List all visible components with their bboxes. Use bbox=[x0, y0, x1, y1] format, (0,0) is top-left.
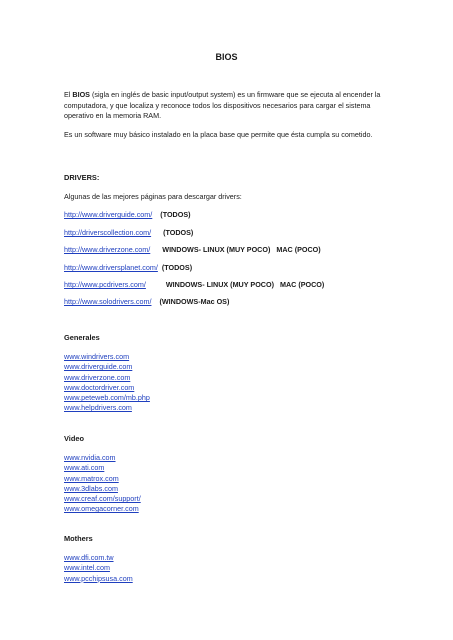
driver-link-row bbox=[64, 245, 321, 254]
driver-link[interactable]: http://www.driversplanet.com/ bbox=[64, 263, 158, 272]
generales-link[interactable]: www.peteweb.com/mb.php bbox=[64, 393, 150, 403]
document-title: BIOS bbox=[215, 52, 238, 62]
intro-paragraph bbox=[64, 90, 384, 122]
generales-link-list bbox=[64, 352, 150, 414]
mothers-link-list bbox=[64, 553, 133, 584]
driver-link[interactable]: http://www.solodrivers.com/ bbox=[64, 297, 152, 306]
driver-link-note: (TODOS) bbox=[160, 210, 191, 219]
driver-link-note: (TODOS) bbox=[163, 228, 194, 237]
generales-link[interactable]: www.driverzone.com bbox=[64, 372, 131, 382]
mothers-link[interactable]: www.pcchipsusa.com bbox=[64, 573, 133, 583]
driver-link-note: (TODOS) bbox=[161, 263, 193, 272]
mothers-link[interactable]: www.dfi.com.tw bbox=[64, 553, 114, 562]
video-link[interactable]: www.nvidia.com bbox=[64, 453, 116, 462]
driver-link-row bbox=[64, 263, 192, 272]
generales-link[interactable]: www.driverguide.com bbox=[64, 362, 133, 372]
generales-link[interactable]: www.helpdrivers.com bbox=[64, 403, 132, 413]
driver-link-note: WINDOWS- LINUX (MUY POCO) MAC (POCO) bbox=[162, 245, 321, 254]
video-link[interactable]: www.3dlabs.com bbox=[64, 483, 118, 493]
intro-prefix: El bbox=[64, 90, 73, 99]
driver-link[interactable]: http://www.driverzone.com/ bbox=[64, 245, 151, 254]
intro-bold-term: BIOS bbox=[72, 90, 90, 99]
mothers-heading: Mothers bbox=[64, 534, 93, 543]
video-link[interactable]: www.ati.com bbox=[64, 463, 105, 473]
drivers-heading: DRIVERS: bbox=[64, 173, 100, 182]
video-link[interactable]: www.matrox.com bbox=[64, 473, 119, 483]
intro-rest: (sigla en inglés de basic input/output system) es un firmware que se ejecuta al encender la computadora, y que localiza y reconoce todos los dispositivos necesarios para cargar el sistema operativo en la memoria RAM. bbox=[64, 90, 381, 120]
driver-link-note: (WINDOWS-Mac OS) bbox=[159, 297, 230, 306]
generales-heading: Generales bbox=[64, 333, 100, 342]
driver-link-note: WINDOWS- LINUX (MUY POCO) MAC (POCO) bbox=[165, 280, 325, 289]
drivers-intro: Algunas de las mejores páginas para descargar drivers: bbox=[64, 192, 242, 201]
video-heading: Video bbox=[64, 434, 84, 443]
driver-link[interactable]: http://www.pcdrivers.com/ bbox=[64, 280, 146, 289]
driver-link-row bbox=[64, 228, 193, 237]
driver-link-row bbox=[64, 297, 229, 306]
second-paragraph: Es un software muy básico instalado en la placa base que permite que ésta cumpla su cometido. bbox=[64, 130, 373, 139]
driver-link[interactable]: http://www.driverguide.com/ bbox=[64, 210, 153, 219]
mothers-link[interactable]: www.intel.com bbox=[64, 563, 110, 573]
driver-link-row bbox=[64, 210, 191, 219]
driver-link[interactable]: http://driverscollection.com/ bbox=[64, 228, 152, 237]
generales-link[interactable]: www.doctordriver.com bbox=[64, 382, 135, 392]
generales-link[interactable]: www.windrivers.com bbox=[64, 352, 130, 361]
video-link[interactable]: www.omegacorner.com bbox=[64, 504, 139, 514]
video-link-list bbox=[64, 453, 141, 515]
driver-link-row bbox=[64, 280, 324, 289]
video-link[interactable]: www.creaf.com/support/ bbox=[64, 494, 141, 504]
